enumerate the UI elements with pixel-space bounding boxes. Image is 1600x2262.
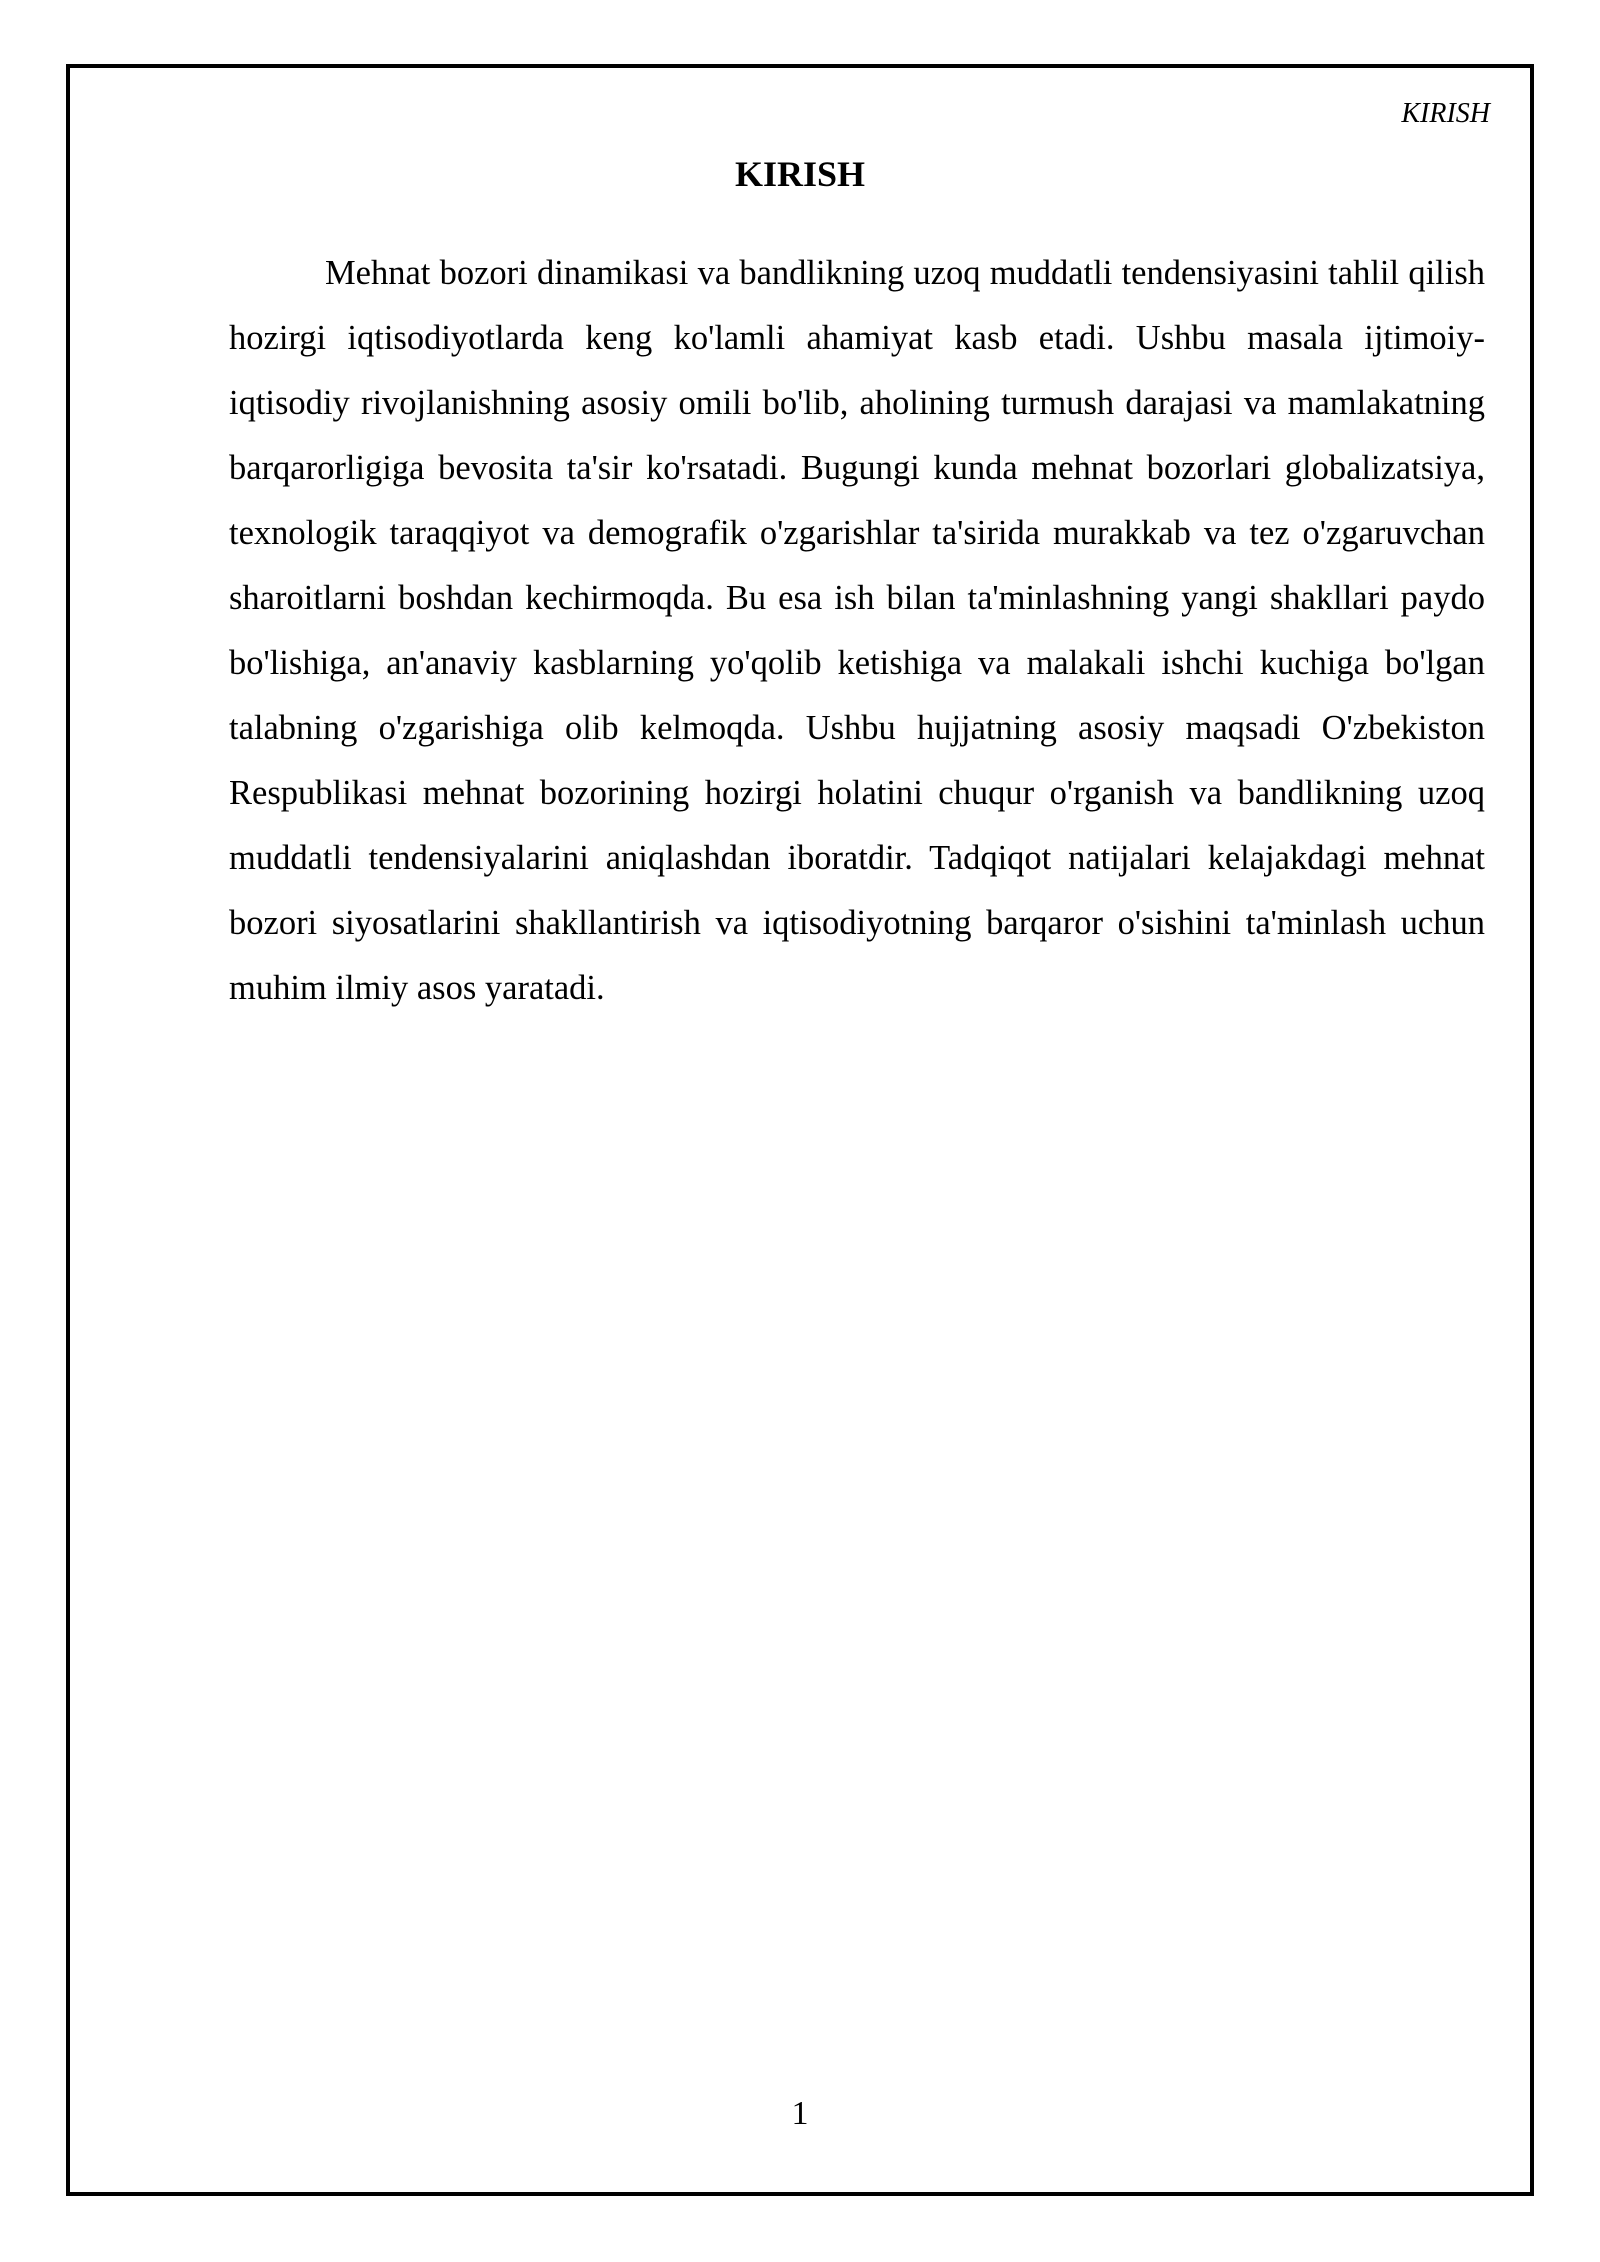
page-title: KIRISH [734, 154, 866, 194]
running-header: KIRISH [1401, 98, 1490, 129]
page-number: 1 [791, 2095, 809, 2132]
body-paragraph: Mehnat bozori dinamikasi va bandlikning uzoq muddatli tendensiyasini tahlil qilish hozirgi iqtisodiyotlarda keng ko'lamli ahamiyat kasb etadi. Ushbu masala ijtimoiy-iqtisodiy rivojlanishning asosiy omili bo'lib, aholining turmush darajasi va mamlakatning barqarorligiga bevosita ta'sir ko'rsatadi. Bugungi kunda mehnat bozorlari globalizatsiya, texnologik taraqqiyot va demografik o'zgarishlar ta'sirida murakkab va tez o'zgaruvchan sharoitlarni boshdan kechirmoqda. Bu esa ish bilan ta'minlashning yangi shakllari paydo bo'lishiga, an'anaviy kasblarning yo'qolib ketishiga va malakali ishchi kuchiga bo'lgan talabning o'zgarishiga olib kelmoqda. Ushbu hujjatning asosiy maqsadi O'zbekiston Respublikasi mehnat bozorining hozirgi holatini chuqur o'rganish va bandlikning uzoq muddatli tendensiyalarini aniqlashdan iboratdir. Tadqiqot natijalari kelajakdagi mehnat bozori siyosatlarini shakllantirish va iqtisodiyotning barqaror o'sishini ta'minlash uchun muhim ilmiy asos yaratadi. [229, 254, 1485, 1007]
